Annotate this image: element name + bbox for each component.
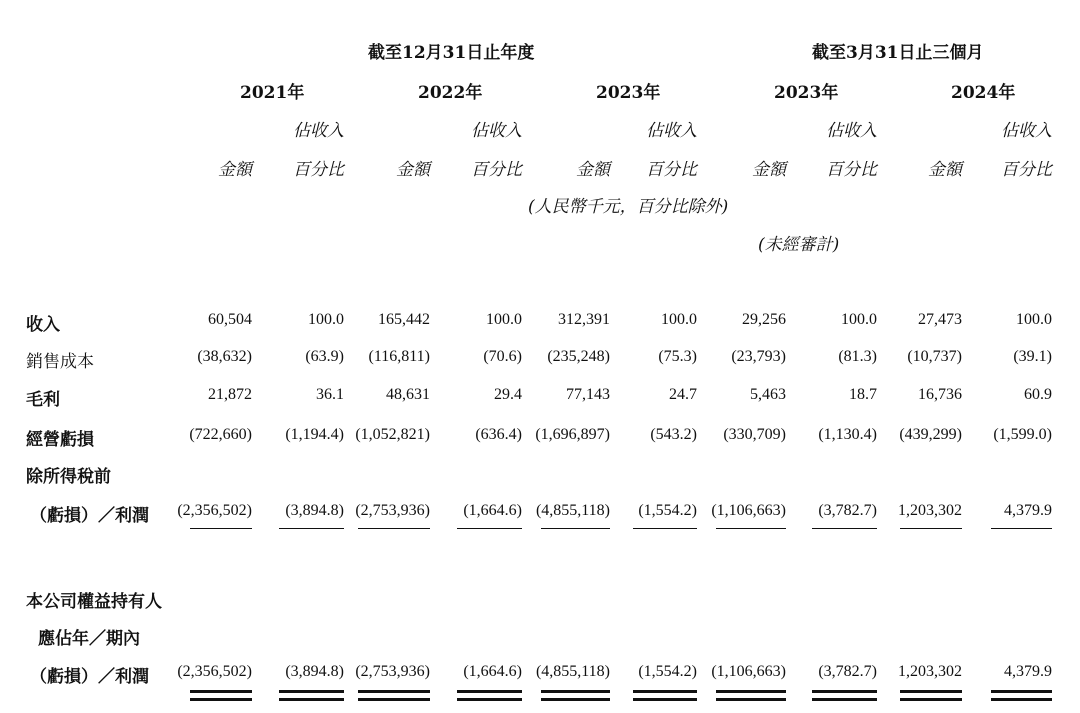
single-underline	[457, 528, 522, 529]
row-value: (722,660)	[189, 426, 252, 443]
row-value: 36.1	[316, 386, 344, 403]
row-value: 165,442	[378, 311, 430, 328]
col-header-pct-line1: 佔收入	[471, 121, 522, 141]
double-underline-bottom	[279, 698, 344, 701]
col-header-amount: 金額	[218, 160, 252, 180]
double-underline-top	[279, 690, 344, 693]
pretax-label-line2: （虧損）／利潤	[30, 506, 149, 526]
col-header-amount: 金額	[576, 160, 610, 180]
double-underline-bottom	[991, 698, 1052, 701]
pretax-value: (1,106,663)	[711, 502, 786, 519]
double-underline-bottom	[812, 698, 877, 701]
col-header-amount: 金額	[752, 160, 786, 180]
attributable-value: (4,855,118)	[535, 663, 610, 680]
attributable-value: (1,664.6)	[463, 663, 522, 680]
row-value: (116,811)	[368, 348, 430, 365]
attributable-value: 1,203,302	[898, 663, 962, 680]
attributable-label-line3: （虧損）／利潤	[30, 667, 149, 687]
col-header-pct-line2: 百分比	[471, 160, 522, 180]
row-value: 29,256	[742, 311, 786, 328]
header-quarter-period: 截至3月31日止三個月	[812, 43, 984, 63]
row-value: (235,248)	[547, 348, 610, 365]
single-underline	[541, 528, 610, 529]
single-underline	[812, 528, 877, 529]
col-header-pct-line1: 佔收入	[293, 121, 344, 141]
row-value: (1,052,821)	[355, 426, 430, 443]
row-value: 100.0	[308, 311, 344, 328]
double-underline-top	[358, 690, 430, 693]
header-annual-period: 截至12月31日止年度	[368, 43, 535, 63]
col-header-pct-line1: 佔收入	[1001, 121, 1052, 141]
row-value: 60,504	[208, 311, 252, 328]
attributable-value: (1,106,663)	[711, 663, 786, 680]
row-label: 經營虧損	[26, 430, 94, 450]
year-header-2023: 2023年	[596, 83, 661, 103]
single-underline	[633, 528, 697, 529]
col-header-amount: 金額	[396, 160, 430, 180]
single-underline	[716, 528, 786, 529]
double-underline-top	[457, 690, 522, 693]
row-value: (636.4)	[475, 426, 522, 443]
pretax-value: (4,855,118)	[535, 502, 610, 519]
row-label: 毛利	[26, 390, 60, 410]
double-underline-top	[716, 690, 786, 693]
row-value: (1,696,897)	[535, 426, 610, 443]
pretax-value: (1,554.2)	[638, 502, 697, 519]
year-header-2021: 2021年	[240, 83, 305, 103]
double-underline-bottom	[190, 698, 252, 701]
row-value: (1,130.4)	[818, 426, 877, 443]
row-label: 收入	[26, 315, 60, 335]
unaudited-note: (未經審計)	[758, 235, 840, 255]
row-value: (10,737)	[907, 348, 962, 365]
row-value: (439,299)	[899, 426, 962, 443]
pretax-value: 1,203,302	[898, 502, 962, 519]
pretax-value: (3,782.7)	[818, 502, 877, 519]
col-header-pct-line2: 百分比	[293, 160, 344, 180]
double-underline-top	[812, 690, 877, 693]
col-header-pct-line2: 百分比	[826, 160, 877, 180]
row-value: 60.9	[1024, 386, 1052, 403]
double-underline-bottom	[541, 698, 610, 701]
row-value: (23,793)	[731, 348, 786, 365]
pretax-value: (3,894.8)	[285, 502, 344, 519]
attributable-value: (3,782.7)	[818, 663, 877, 680]
pretax-value: 4,379.9	[1004, 502, 1052, 519]
double-underline-top	[633, 690, 697, 693]
single-underline	[900, 528, 962, 529]
attributable-value: (2,356,502)	[177, 663, 252, 680]
row-label: 銷售成本	[26, 352, 94, 372]
row-value: 21,872	[208, 386, 252, 403]
attributable-value: (3,894.8)	[285, 663, 344, 680]
attributable-label-line1: 本公司權益持有人	[26, 592, 162, 612]
row-value: 77,143	[566, 386, 610, 403]
row-value: (543.2)	[650, 426, 697, 443]
row-value: 100.0	[1016, 311, 1052, 328]
row-value: (75.3)	[658, 348, 697, 365]
year-header-2022: 2022年	[418, 83, 483, 103]
row-value: 5,463	[750, 386, 786, 403]
double-underline-top	[541, 690, 610, 693]
double-underline-bottom	[900, 698, 962, 701]
row-value: 48,631	[386, 386, 430, 403]
double-underline-bottom	[716, 698, 786, 701]
row-value: 100.0	[486, 311, 522, 328]
attributable-value: (2,753,936)	[355, 663, 430, 680]
double-underline-top	[900, 690, 962, 693]
row-value: (38,632)	[197, 348, 252, 365]
attributable-value: 4,379.9	[1004, 663, 1052, 680]
row-value: 16,736	[918, 386, 962, 403]
single-underline	[190, 528, 252, 529]
row-value: (39.1)	[1013, 348, 1052, 365]
row-value: 100.0	[661, 311, 697, 328]
row-value: 27,473	[918, 311, 962, 328]
row-value: (63.9)	[305, 348, 344, 365]
double-underline-top	[991, 690, 1052, 693]
double-underline-bottom	[358, 698, 430, 701]
row-value: (330,709)	[723, 426, 786, 443]
single-underline	[279, 528, 344, 529]
unit-note: (人民幣千元，百分比除外)	[528, 197, 729, 217]
attributable-label-line2: 應佔年／期內	[38, 629, 140, 649]
year-header-2023-q1: 2023年	[774, 83, 839, 103]
row-value: 100.0	[841, 311, 877, 328]
pretax-value: (2,753,936)	[355, 502, 430, 519]
single-underline	[991, 528, 1052, 529]
row-value: 18.7	[849, 386, 877, 403]
row-value: 29.4	[494, 386, 522, 403]
pretax-label-line1: 除所得稅前	[26, 467, 111, 487]
pretax-value: (1,664.6)	[463, 502, 522, 519]
col-header-pct-line1: 佔收入	[646, 121, 697, 141]
attributable-value: (1,554.2)	[638, 663, 697, 680]
double-underline-bottom	[457, 698, 522, 701]
col-header-pct-line1: 佔收入	[826, 121, 877, 141]
year-header-2024-q1: 2024年	[951, 83, 1016, 103]
row-value: 24.7	[669, 386, 697, 403]
row-value: (70.6)	[483, 348, 522, 365]
row-value: (1,194.4)	[285, 426, 344, 443]
col-header-amount: 金額	[928, 160, 962, 180]
single-underline	[358, 528, 430, 529]
col-header-pct-line2: 百分比	[1001, 160, 1052, 180]
col-header-pct-line2: 百分比	[646, 160, 697, 180]
row-value: (1,599.0)	[993, 426, 1052, 443]
pretax-value: (2,356,502)	[177, 502, 252, 519]
double-underline-bottom	[633, 698, 697, 701]
row-value: (81.3)	[838, 348, 877, 365]
row-value: 312,391	[558, 311, 610, 328]
double-underline-top	[190, 690, 252, 693]
